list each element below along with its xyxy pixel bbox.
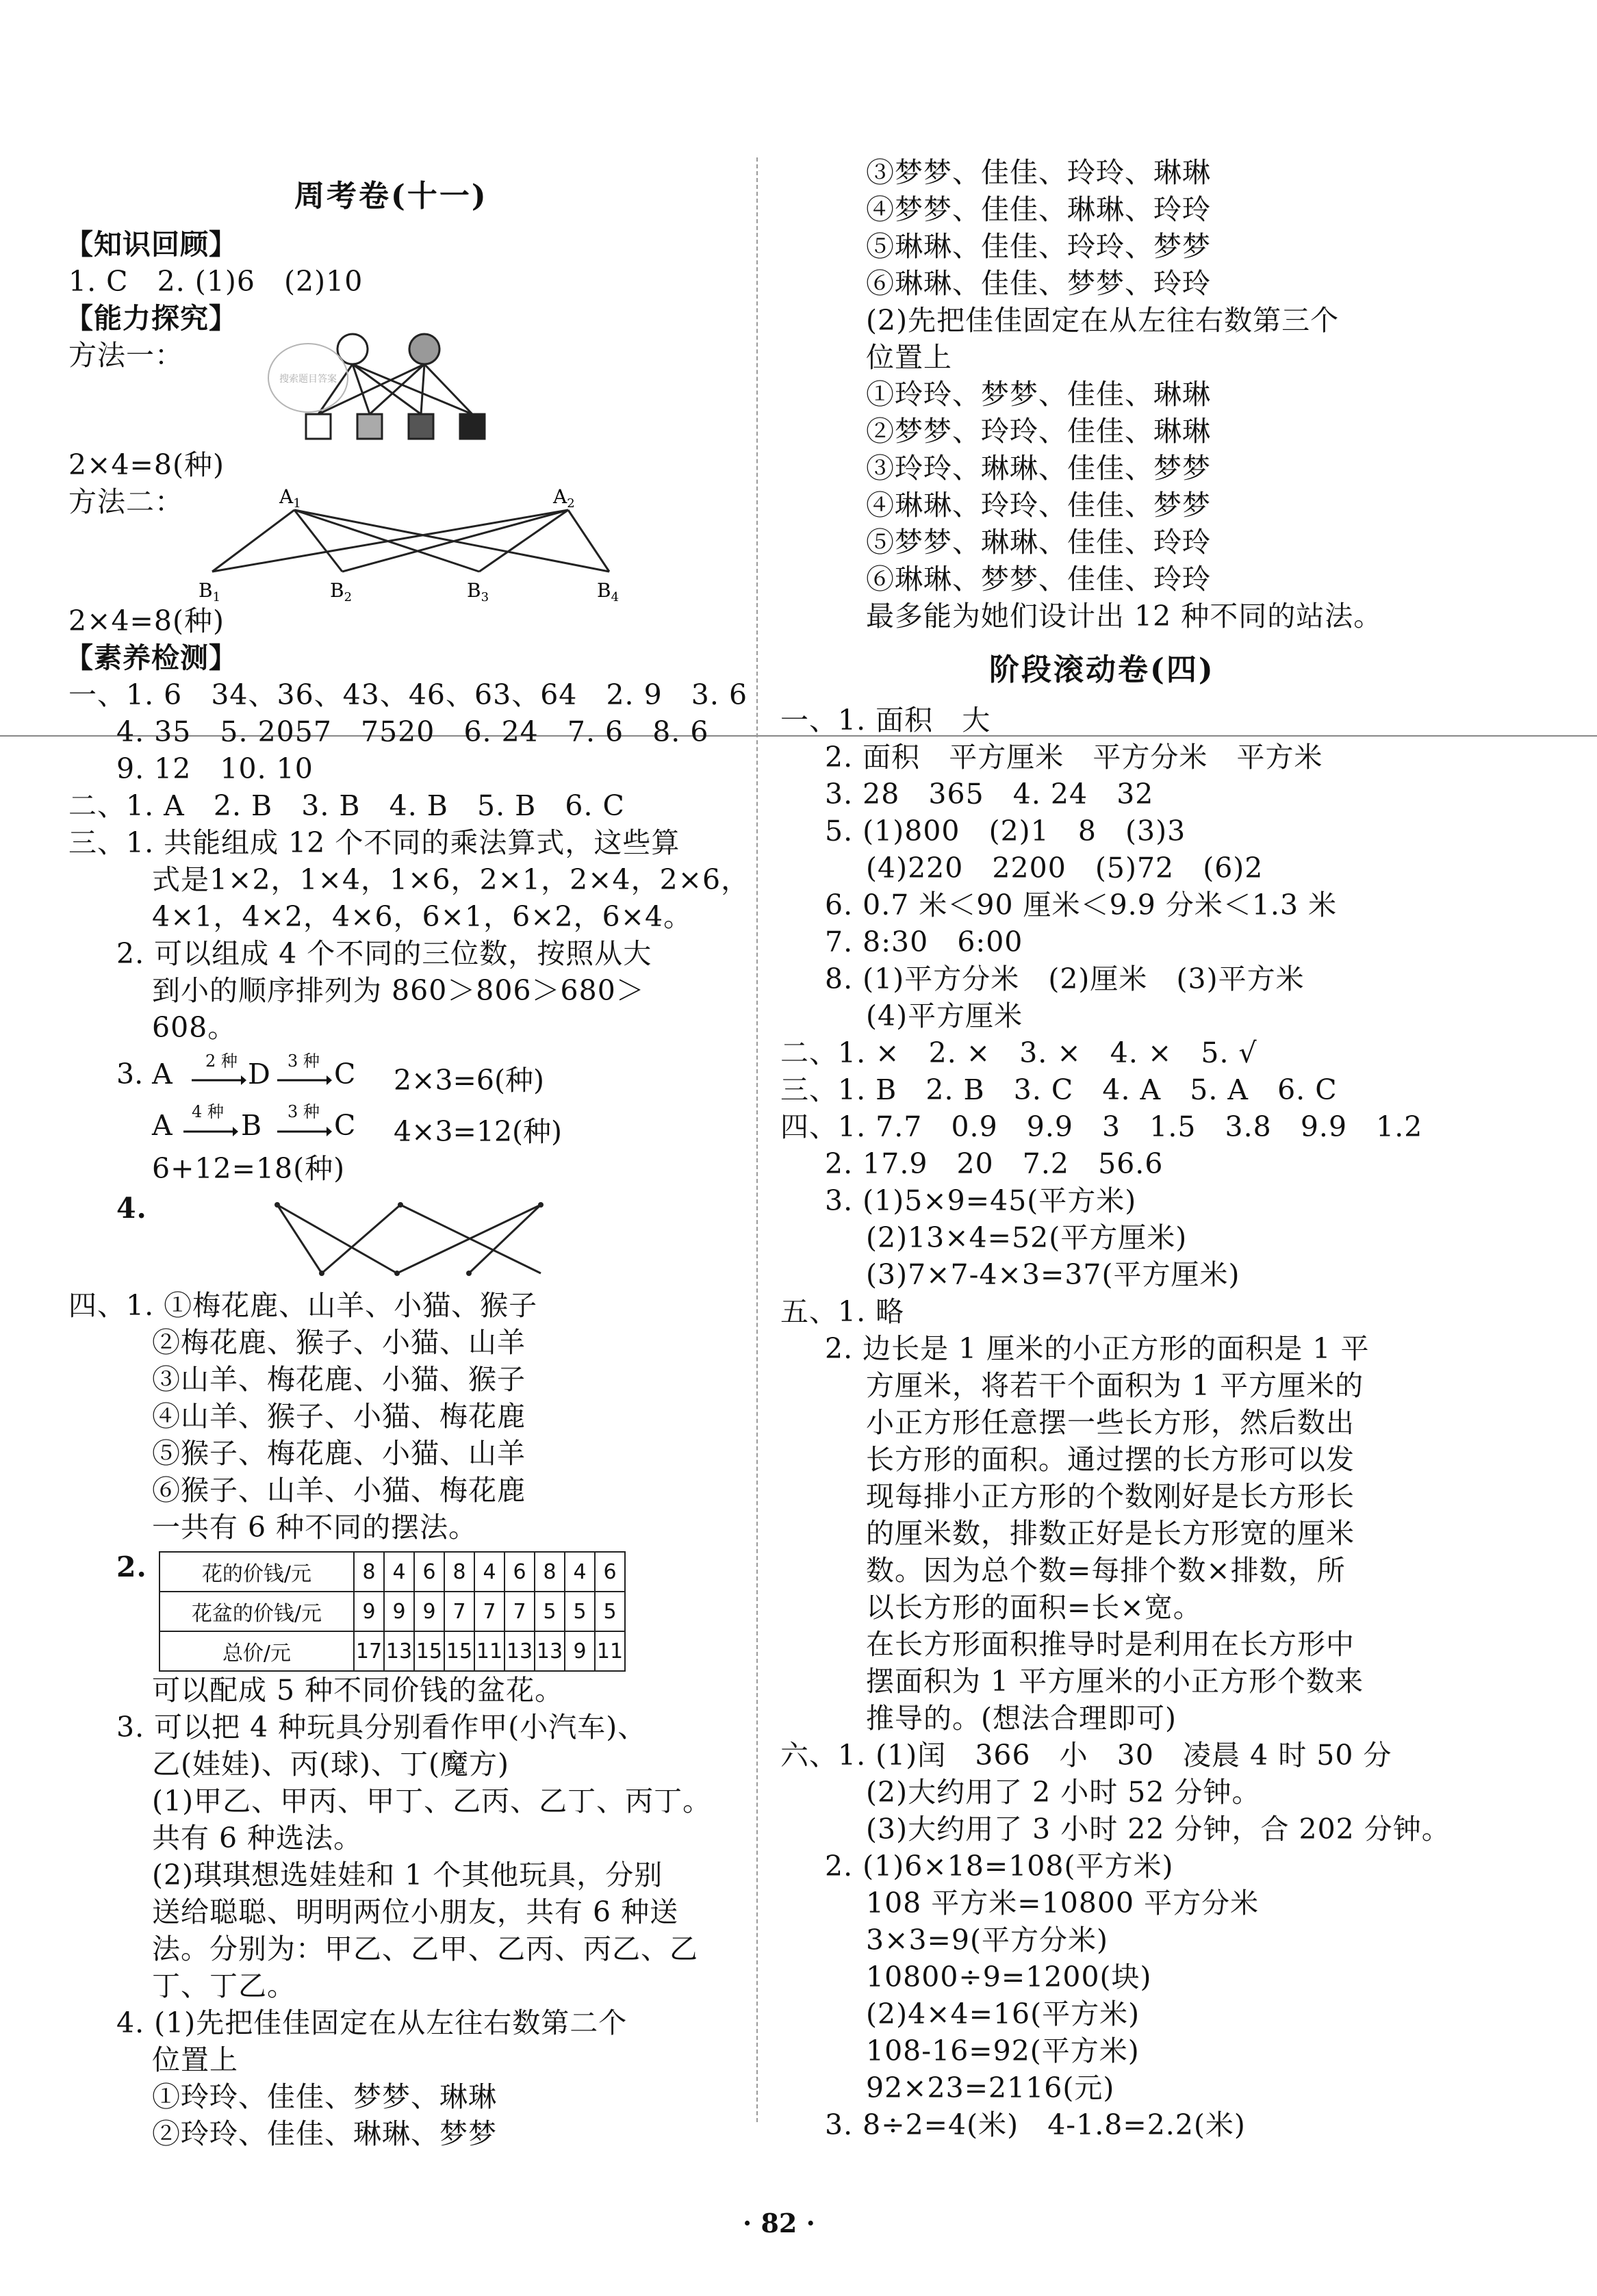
right-line: 长方形的面积。通过摆的长方形可以发 [866,1443,1355,1476]
answer-line: 4. 35 5. 2057 7520 6. 24 7. 6 8. 6 [116,715,709,748]
right-line: 摆面积为 1 平方厘米的小正方形个数来 [866,1665,1364,1698]
table-cell: 7 [474,1592,504,1631]
q3-node-c: C [334,1058,356,1090]
after-table-line: 法。分别为：甲乙、乙甲、乙丙、丙乙、乙 [152,1933,698,1965]
arrow-label: 3 种 [288,1051,320,1071]
sec4-line: ②梅花鹿、猴子、小猫、山羊 [152,1326,526,1359]
right-top-line: 位置上 [866,341,952,374]
right-line: 3×3=9(平方分米) [866,1924,1108,1956]
table-cell: 7 [444,1592,474,1631]
right-top-line: ⑤梦梦、琳琳、佳佳、玲玲 [866,526,1211,559]
answer-line: 9. 12 10. 10 [116,752,314,785]
after-table-line: 乙(娃娃)、丙(球)、丁(魔方) [152,1748,509,1781]
right-line: 现每排小正方形的个数刚好是长方形长 [866,1480,1355,1513]
table-row [159,1631,625,1671]
right-line: 2. 边长是 1 厘米的小正方形的面积是 1 平 [825,1332,1370,1365]
right-line: 四、1. 7.7 0.9 9.9 3 1.5 3.8 9.9 1.2 [780,1110,1423,1143]
right-line: 的厘米数，排数正好是长方形宽的厘米 [866,1517,1355,1550]
arrow-2 [277,1073,332,1087]
method-one-label: 方法一： [68,339,183,372]
table-cell: 6 [595,1552,625,1592]
ability-header: 【能力探究】 [65,302,238,335]
table-cell: 9 [354,1592,384,1631]
after-table-line: 送给聪聪、明明两位小朋友，共有 6 种送 [152,1896,679,1928]
diagram-square-2 [357,414,382,439]
right-line: 6. 0.7 米＜90 厘米＜9.9 分米＜1.3 米 [825,889,1338,921]
after-table-line: 可以配成 5 种不同价钱的盆花。 [152,1674,564,1707]
right-top-line: ③梦梦、佳佳、玲玲、琳琳 [866,156,1211,189]
right-line: (4)220 2200 (5)72 (6)2 [866,852,1264,884]
after-table-line: 共有 6 种选法。 [152,1822,363,1854]
literacy-header: 【素养检测】 [65,641,238,674]
right-top-line: ⑥琳琳、梦梦、佳佳、玲玲 [866,563,1211,596]
after-table-line: 4. (1)先把佳佳固定在从左往右数第二个 [116,2006,628,2039]
answer-line: 2. 可以组成 4 个不同的三位数，按照从大 [116,937,652,970]
right-line: 108-16=92(平方米) [866,2034,1140,2067]
right-top-line: ④琳琳、玲玲、佳佳、梦梦 [866,489,1211,522]
right-top-line: ⑤琳琳、佳佳、玲玲、梦梦 [866,230,1211,263]
diagram-square-1 [306,414,331,439]
answer-line: 二、1. A 2. B 3. B 4. B 5. B 6. C [68,789,625,822]
right-line: 108 平方米=10800 平方分米 [866,1887,1260,1919]
table-cell: 9 [414,1592,444,1631]
table-row [159,1592,625,1631]
arrow-4 [277,1125,332,1138]
right-line: 8. (1)平方分米 (2)厘米 (3)平方米 [825,962,1305,995]
right-title: 阶段滚动卷(四) [989,652,1215,687]
result-two: 2×4=8(种) [68,604,225,637]
q3-start-2: A [152,1109,173,1142]
q3-node-b: B [241,1109,262,1142]
q3-node-d: D [248,1058,270,1090]
arrow-label: 3 种 [288,1102,320,1121]
after-table-line: ①玲玲、佳佳、梦梦、琳琳 [152,2080,497,2113]
table-header: 花盆的价钱/元 [159,1592,354,1631]
left-title: 周考卷(十一) [294,179,488,214]
answer-line: 一、1. 6 34、36、43、46、63、64 2. 9 3. 6 [68,678,748,711]
table-cell: 6 [414,1552,444,1592]
sec4-line: 一共有 6 种不同的摆法。 [152,1511,478,1544]
after-table-line: 3. 可以把 4 种玩具分别看作甲(小汽车)、 [116,1711,647,1744]
table-cell: 15 [444,1631,474,1671]
node-a1: $A_1$ [279,485,301,511]
right-line: 2. 面积 平方厘米 平方分米 平方米 [825,741,1323,774]
stamp-text: 搜索题目答案 [279,374,337,385]
right-line: 一、1. 面积 大 [780,704,991,737]
right-line: 方厘米，将若干个面积为 1 平方厘米的 [866,1369,1364,1402]
answer-line: 式是1×2，1×4，1×6，2×1，2×4，2×6， [152,863,750,896]
right-line: 92×23=2116(元) [866,2071,1115,2104]
right-line: 数。因为总个数=每排个数×排数，所 [866,1554,1346,1587]
right-line: 在长方形面积推导时是利用在长方形中 [866,1628,1355,1661]
right-line: 小正方形任意摆一些长方形，然后数出 [866,1406,1355,1439]
table-cell: 5 [595,1592,625,1631]
q3-start: 3. A [116,1058,173,1090]
table-cell: 13 [384,1631,414,1671]
table-cell: 6 [504,1552,535,1592]
table-cell: 17 [354,1631,384,1671]
right-top-line: 最多能为她们设计出 12 种不同的站法。 [866,600,1383,633]
right-line: 推导的。(想法合理即可) [866,1702,1177,1735]
diagram-circle-grey [409,334,439,364]
table-cell: 13 [535,1631,565,1671]
table-label: 2. [116,1551,147,1583]
price-table [159,1551,626,1672]
node-b4: $B_4$ [597,579,619,604]
diagram-square-4 [460,414,485,439]
table-cell: 5 [565,1592,595,1631]
table-cell: 8 [444,1552,474,1592]
right-top-line: ③玲玲、琳琳、佳佳、梦梦 [866,452,1211,485]
table-cell: 9 [565,1631,595,1671]
sec4-line: ⑤猴子、梅花鹿、小猫、山羊 [152,1437,526,1470]
right-line: 以长方形的面积=长×宽。 [866,1591,1202,1624]
method-one-diagram [260,329,493,445]
table-cell: 8 [535,1552,565,1592]
sec4-line: 四、1. ①梅花鹿、山羊、小猫、猴子 [68,1289,538,1322]
arrow-label: 4 种 [192,1102,224,1121]
sec4-line: ④山羊、猴子、小猫、梅花鹿 [152,1400,526,1433]
right-line: 7. 8:30 6:00 [825,926,1023,958]
node-b3: $B_3$ [467,579,489,604]
answer-line: 三、1. 共能组成 12 个不同的乘法算式，这些算 [68,826,680,859]
table-cell: 13 [504,1631,535,1671]
arrow-label: 2 种 [205,1051,238,1071]
after-table-line: (2)琪琪想选娃娃和 1 个其他玩具，分别 [152,1859,663,1891]
method-two-diagram [199,479,650,609]
table-cell: 15 [414,1631,444,1671]
right-top-line: ①玲玲、梦梦、佳佳、琳琳 [866,378,1211,411]
right-line: (2)4×4=16(平方米) [866,1998,1140,2030]
q3-calc-1: 2×3=6(种) [394,1064,544,1097]
table-cell: 11 [474,1631,504,1671]
right-line: 10800÷9=1200(块) [866,1961,1152,1993]
result-one: 2×4=8(种) [68,448,225,481]
arrow-3 [183,1125,238,1138]
right-line: 3. 8÷2=4(米) 4-1.8=2.2(米) [825,2108,1246,2141]
answer-line: 608。 [152,1011,237,1044]
table-cell: 8 [354,1552,384,1592]
table-cell: 11 [595,1631,625,1671]
q3-node-c-2: C [334,1109,356,1142]
table-cell: 4 [384,1552,414,1592]
right-top-line: ④梦梦、佳佳、琳琳、玲玲 [866,193,1211,226]
right-top-line: ⑥琳琳、佳佳、梦梦、玲玲 [866,267,1211,300]
node-b2: $B_2$ [330,579,353,604]
after-table-line: (1)甲乙、甲丙、甲丁、乙丙、乙丁、丙丁。 [152,1785,712,1817]
right-line: 5. (1)800 (2)1 8 (3)3 [825,815,1186,847]
right-line: (4)平方厘米 [866,999,1023,1032]
node-a2: $A_2$ [553,485,575,511]
right-line: 三、1. B 2. B 3. C 4. A 5. A 6. C [780,1073,1338,1106]
table-cell: 7 [504,1592,535,1631]
knowledge-header: 【知识回顾】 [65,228,238,261]
after-table-line: ②玲玲、佳佳、琳琳、梦梦 [152,2117,497,2150]
table-header: 总价/元 [159,1631,354,1671]
table-cell: 9 [384,1592,414,1631]
q3-sum: 6+12=18(种) [152,1152,346,1185]
right-line: (3)7×7-4×3=37(平方厘米) [866,1258,1240,1291]
page-number: · 82 · [743,2208,815,2238]
right-top-line: (2)先把佳佳固定在从左往右数第三个 [866,304,1340,337]
right-line: 五、1. 略 [780,1295,905,1328]
right-line: 3. (1)5×9=45(平方米) [825,1184,1137,1217]
table-cell: 4 [474,1552,504,1592]
sec4-line: ⑥猴子、山羊、小猫、梅花鹿 [152,1474,526,1507]
answer-line: 4×1，4×2，4×6，6×1，6×2，6×4。 [152,900,693,933]
table-cell: 5 [535,1592,565,1631]
right-line: (2)大约用了 2 小时 52 分钟。 [866,1776,1261,1809]
q4-diagram [270,1195,558,1284]
q4-label: 4. [116,1192,147,1225]
method-two-label: 方法二： [68,485,183,518]
column-separator [756,157,758,2122]
sec4-line: ③山羊、梅花鹿、小猫、猴子 [152,1363,526,1396]
knowledge-answer: 1. C 2. (1)6 (2)10 [68,265,363,298]
right-line: 六、1. (1)闰 366 小 30 凌晨 4 时 50 分 [780,1739,1392,1772]
diagram-square-3 [409,414,433,439]
arrow-1 [192,1073,246,1087]
after-table-line: 位置上 [152,2043,238,2076]
right-line: 2. 17.9 20 7.2 56.6 [825,1147,1164,1180]
right-line: 2. (1)6×18=108(平方米) [825,1850,1174,1883]
table-header: 花的价钱/元 [159,1552,354,1592]
answer-line: 到小的顺序排列为 860＞806＞680＞ [152,974,645,1007]
right-line: (2)13×4=52(平方厘米) [866,1221,1188,1254]
right-line: 3. 28 365 4. 24 32 [825,778,1154,811]
table-row [159,1552,625,1592]
right-top-line: ②梦梦、玲玲、佳佳、琳琳 [866,415,1211,448]
node-b1: $B_1$ [199,579,221,604]
right-line: (3)大约用了 3 小时 22 分钟，合 202 分钟。 [866,1813,1451,1846]
table-cell: 4 [565,1552,595,1592]
right-line: 二、1. × 2. × 3. × 4. × 5. √ [780,1036,1257,1069]
after-table-line: 丁、丁乙。 [152,1969,296,2002]
q3-calc-2: 4×3=12(种) [394,1115,563,1148]
